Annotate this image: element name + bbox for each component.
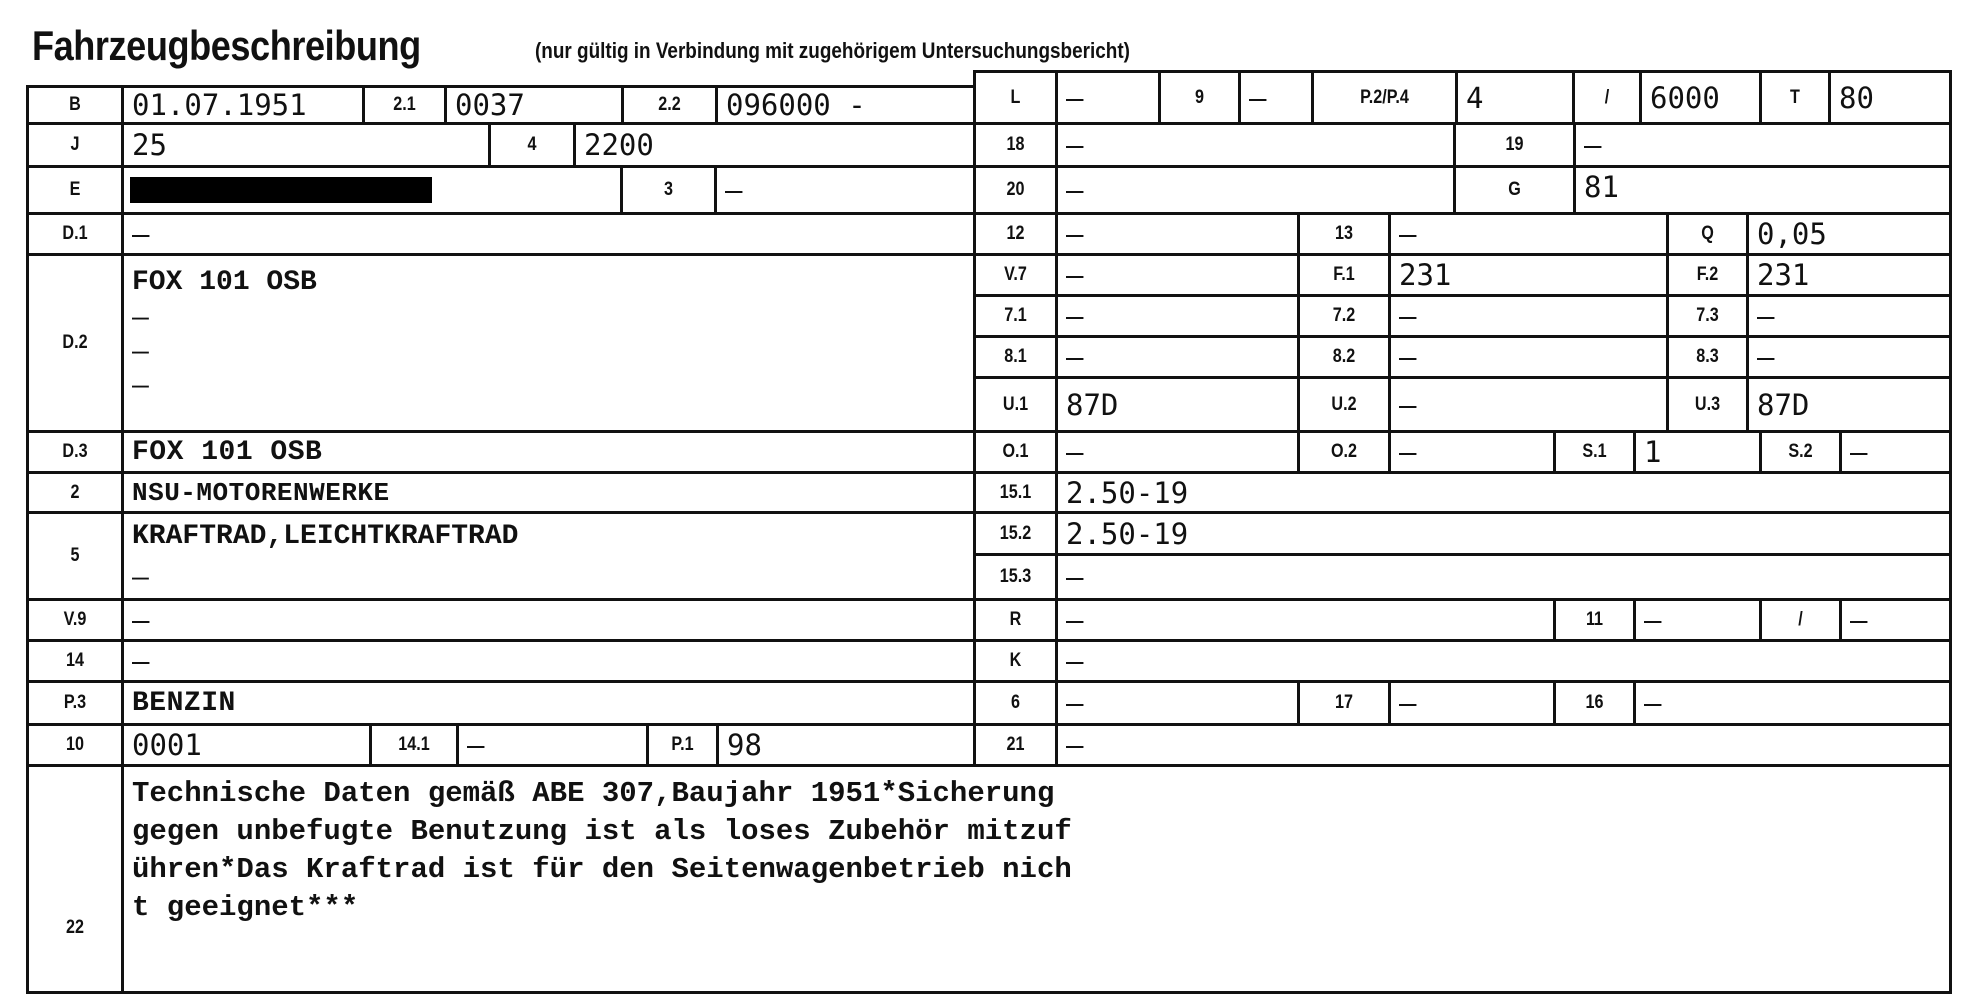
- field-8-3-label: 8.3: [1666, 335, 1749, 379]
- field-2-1-label: 2.1: [362, 85, 447, 125]
- field-u3-label: U.3: [1666, 376, 1749, 433]
- field-15-2-label: 15.2: [973, 511, 1058, 556]
- field-o2-value: –: [1388, 430, 1556, 474]
- field-t-value: 80: [1828, 70, 1952, 125]
- field-slash-1-label: /: [1572, 70, 1642, 125]
- field-b-label: B: [26, 85, 124, 125]
- field-16-value: –: [1633, 680, 1952, 726]
- form-subtitle: (nur gültig in Verbindung mit zugehörigem Untersuchungsbericht): [535, 38, 1130, 63]
- field-20-label: 20: [973, 165, 1058, 215]
- field-o1-value: –: [1055, 430, 1300, 474]
- field-15-3-value: –: [1055, 553, 1952, 601]
- field-8-2-value: –: [1388, 335, 1669, 379]
- field-11-value: –: [1633, 598, 1762, 642]
- field-p2p4-value: 4: [1455, 70, 1575, 125]
- field-9-value: –: [1238, 70, 1314, 125]
- field-v9-value: –: [121, 598, 976, 642]
- field-2-value: NSU-MOTORENWERKE: [121, 471, 976, 514]
- field-17-value: –: [1388, 680, 1556, 726]
- field-p1-label: P.1: [646, 723, 719, 767]
- field-14-label: 14: [26, 639, 124, 683]
- field-11-label: 11: [1553, 598, 1636, 642]
- field-k-label: K: [973, 639, 1058, 683]
- field-10-value: 0001: [121, 723, 372, 767]
- field-19-value: –: [1573, 122, 1952, 168]
- remarks-line-2: gegen unbefugte Benutzung ist als loses Zubehör mitzuf: [132, 815, 1072, 848]
- field-8-2-label: 8.2: [1297, 335, 1391, 379]
- d2-line-2: –: [132, 300, 149, 333]
- field-2-2-value: 096000 -: [715, 85, 976, 125]
- field-u2-label: U.2: [1297, 376, 1391, 433]
- field-2-2-label: 2.2: [621, 85, 718, 125]
- field-v9-label: V.9: [26, 598, 124, 642]
- field-s1-label: S.1: [1553, 430, 1636, 474]
- field-j-label: J: [26, 122, 124, 168]
- field-o2-label: O.2: [1297, 430, 1391, 474]
- field-b-value: 01.07.1951: [121, 85, 365, 125]
- d2-line-3: –: [132, 334, 149, 367]
- remarks-box: [121, 764, 1952, 994]
- field-d1-label: D.1: [26, 212, 124, 256]
- field-12-value: –: [1055, 212, 1300, 256]
- field-6-label: 6: [973, 680, 1058, 726]
- d2-line-1: FOX 101 OSB: [132, 267, 317, 298]
- field-f2-label: F.2: [1666, 253, 1749, 297]
- field-d1-value: –: [121, 212, 976, 256]
- field-o1-label: O.1: [973, 430, 1058, 474]
- field-s1-value: 1: [1633, 430, 1762, 474]
- field-3-value: –: [714, 165, 976, 215]
- field-14-value: –: [121, 639, 976, 683]
- field-7-1-label: 7.1: [973, 294, 1058, 338]
- remarks-line-3: ühren*Das Kraftrad ist für den Seitenwagenbetrieb nich: [132, 853, 1072, 886]
- redaction-bar: [130, 177, 432, 203]
- field-10-label: 10: [26, 723, 124, 767]
- field-15-1-label: 15.1: [973, 471, 1058, 514]
- field-slash-2-value: –: [1839, 598, 1952, 642]
- field-q-label: Q: [1666, 212, 1749, 256]
- field-2-1-value: 0037: [444, 85, 624, 125]
- field-q-value: 0,05: [1746, 212, 1952, 256]
- field-j-value: 25: [121, 122, 491, 168]
- field-l-value: –: [1055, 70, 1161, 125]
- field-7-3-label: 7.3: [1666, 294, 1749, 338]
- field-12-label: 12: [973, 212, 1058, 256]
- field-7-2-value: –: [1388, 294, 1669, 338]
- field-18-value: –: [1055, 122, 1456, 168]
- field-4-label: 4: [488, 122, 576, 168]
- field-p3-value: BENZIN: [121, 680, 976, 726]
- field-8-1-label: 8.1: [973, 335, 1058, 379]
- field-7-3-value: –: [1746, 294, 1952, 338]
- field-14-1-value: –: [456, 723, 649, 767]
- field-7-1-value: –: [1055, 294, 1300, 338]
- field-2-label: 2: [26, 471, 124, 514]
- field-v7-value: –: [1055, 253, 1300, 297]
- field-d3-value: FOX 101 OSB: [121, 430, 976, 474]
- field-u3-value: 87D: [1746, 376, 1952, 433]
- field-l-label: L: [973, 70, 1058, 125]
- field-13-label: 13: [1297, 212, 1391, 256]
- field-22-label: 22: [26, 764, 124, 994]
- field-slash-2-label: /: [1759, 598, 1842, 642]
- field-15-2-value: 2.50-19: [1055, 511, 1952, 556]
- field-d3-label: D.3: [26, 430, 124, 474]
- field-k-value: –: [1055, 639, 1952, 683]
- field-5-label: 5: [26, 511, 124, 601]
- field-v7-label: V.7: [973, 253, 1058, 297]
- remarks-line-4: t geeignet***: [132, 891, 359, 924]
- field-9-label: 9: [1158, 70, 1241, 125]
- field-5-line-2: –: [132, 560, 149, 593]
- field-5-value: [121, 511, 976, 601]
- field-13-value: –: [1388, 212, 1669, 256]
- field-14-1-label: 14.1: [369, 723, 459, 767]
- field-t-label: T: [1759, 70, 1831, 125]
- field-6-value: –: [1055, 680, 1300, 726]
- field-s2-value: –: [1839, 430, 1952, 474]
- field-p2p4-label: P.2/P.4: [1311, 70, 1458, 125]
- field-18-label: 18: [973, 122, 1058, 168]
- field-f1-label: F.1: [1297, 253, 1391, 297]
- field-21-value: –: [1055, 723, 1952, 767]
- field-u1-label: U.1: [973, 376, 1058, 433]
- field-slash-1-value: 6000: [1639, 70, 1762, 125]
- field-d2-label: D.2: [26, 253, 124, 433]
- field-g-label: G: [1453, 165, 1576, 215]
- field-8-3-value: –: [1746, 335, 1952, 379]
- field-21-label: 21: [973, 723, 1058, 767]
- field-p1-value: 98: [716, 723, 976, 767]
- form-title: Fahrzeugbeschreibung: [32, 22, 421, 69]
- field-16-label: 16: [1553, 680, 1636, 726]
- field-g-value: 81: [1573, 165, 1952, 215]
- field-s2-label: S.2: [1759, 430, 1842, 474]
- field-5-line-1: KRAFTRAD,LEICHTKRAFTRAD: [132, 521, 519, 552]
- field-r-label: R: [973, 598, 1058, 642]
- field-17-label: 17: [1297, 680, 1391, 726]
- field-d2-value: [121, 253, 976, 433]
- field-e-label: E: [26, 165, 124, 215]
- field-7-2-label: 7.2: [1297, 294, 1391, 338]
- field-19-label: 19: [1453, 122, 1576, 168]
- field-u1-value: 87D: [1055, 376, 1300, 433]
- field-15-3-label: 15.3: [973, 553, 1058, 601]
- field-20-value: –: [1055, 165, 1456, 215]
- field-f2-value: 231: [1746, 253, 1952, 297]
- field-4-value: 2200: [573, 122, 976, 168]
- d2-line-4: –: [132, 368, 149, 401]
- field-r-value: –: [1055, 598, 1556, 642]
- field-u2-value: –: [1388, 376, 1669, 433]
- field-p3-label: P.3: [26, 680, 124, 726]
- field-15-1-value: 2.50-19: [1055, 471, 1952, 514]
- field-8-1-value: –: [1055, 335, 1300, 379]
- field-3-label: 3: [620, 165, 717, 215]
- field-f1-value: 231: [1388, 253, 1669, 297]
- remarks-line-1: Technische Daten gemäß ABE 307,Baujahr 1951*Sicherung: [132, 777, 1055, 810]
